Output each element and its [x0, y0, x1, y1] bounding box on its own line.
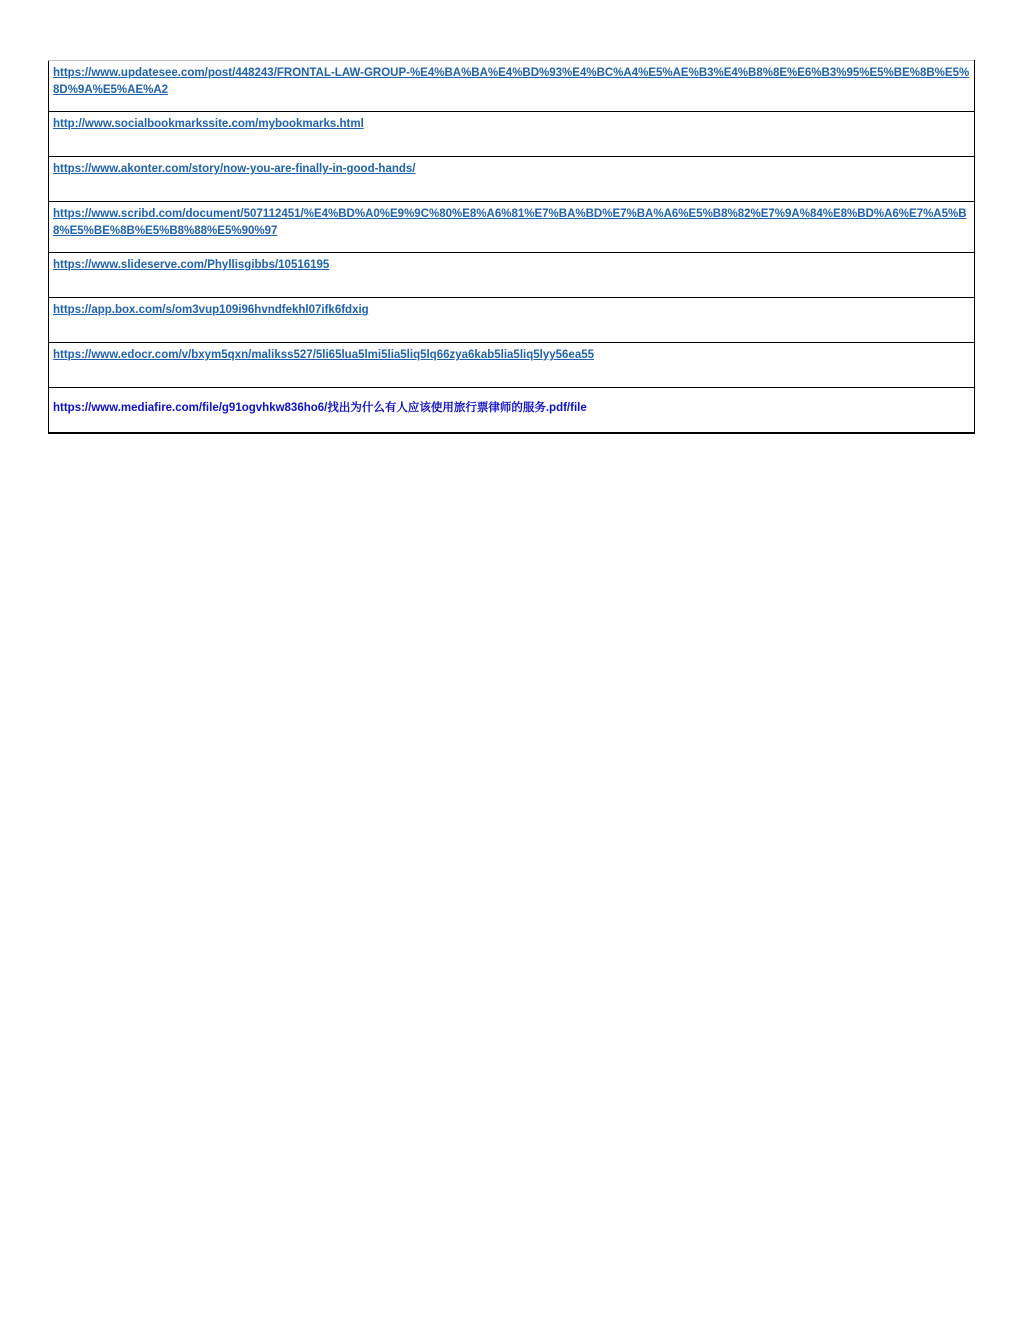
link-table [48, 60, 975, 434]
link-slideserve[interactable]: https://www.slideserve.com/Phyllisgibbs/10516195 [53, 259, 330, 271]
link-akonter[interactable]: https://www.akonter.com/story/now-you-are-finally-in-good-hands/ [53, 163, 416, 175]
table-cell [49, 157, 975, 202]
table-row [49, 253, 975, 298]
table-row [49, 112, 975, 157]
table-row [49, 202, 975, 253]
table-cell [49, 112, 975, 157]
table-row [49, 343, 975, 388]
link-box[interactable]: https://app.box.com/s/om3vup109i96hvndfekhl07ifk6fdxig [53, 304, 369, 316]
link-updatesee[interactable]: https://www.updatesee.com/post/448243/FRONTAL-LAW-GROUP-%E4%BA%BA%E4%BD%93%E4%BC%A4%E5%AE%B3%E4%B8%8E%E6%B3%95%E5%BE%8B%E5%8D%9A%E5%AE%A2 [53, 67, 970, 96]
link-scribd[interactable]: https://www.scribd.com/document/507112451/%E4%BD%A0%E9%9C%80%E8%A6%81%E7%BA%BD%E7%BA%A6%E5%B8%82%E7%9A%84%E8%BD%A6%E7%A5%B8%E5%BE%8B%E5%B8%88%E5%90%97 [53, 208, 967, 237]
table-cell [49, 202, 975, 253]
table-row [49, 61, 975, 112]
table-cell [49, 61, 975, 112]
table-row [49, 157, 975, 202]
table-cell [49, 388, 975, 433]
link-socialbookmarkssite[interactable]: http://www.socialbookmarkssite.com/mybookmarks.html [53, 118, 364, 130]
table-row [49, 298, 975, 343]
table-cell [49, 343, 975, 388]
link-mediafire[interactable]: https://www.mediafire.com/file/g91ogvhkw836ho6/找出为什么有人应该使用旅行票律师的服务.pdf/file [53, 402, 587, 414]
table-cell [49, 253, 975, 298]
table-cell [49, 298, 975, 343]
table-row [49, 388, 975, 433]
link-edocr[interactable]: https://www.edocr.com/v/bxym5qxn/malikss527/5li65lua5lmi5lia5liq5lq66zya6kab5lia5liq5lyy56ea55 [53, 349, 594, 361]
